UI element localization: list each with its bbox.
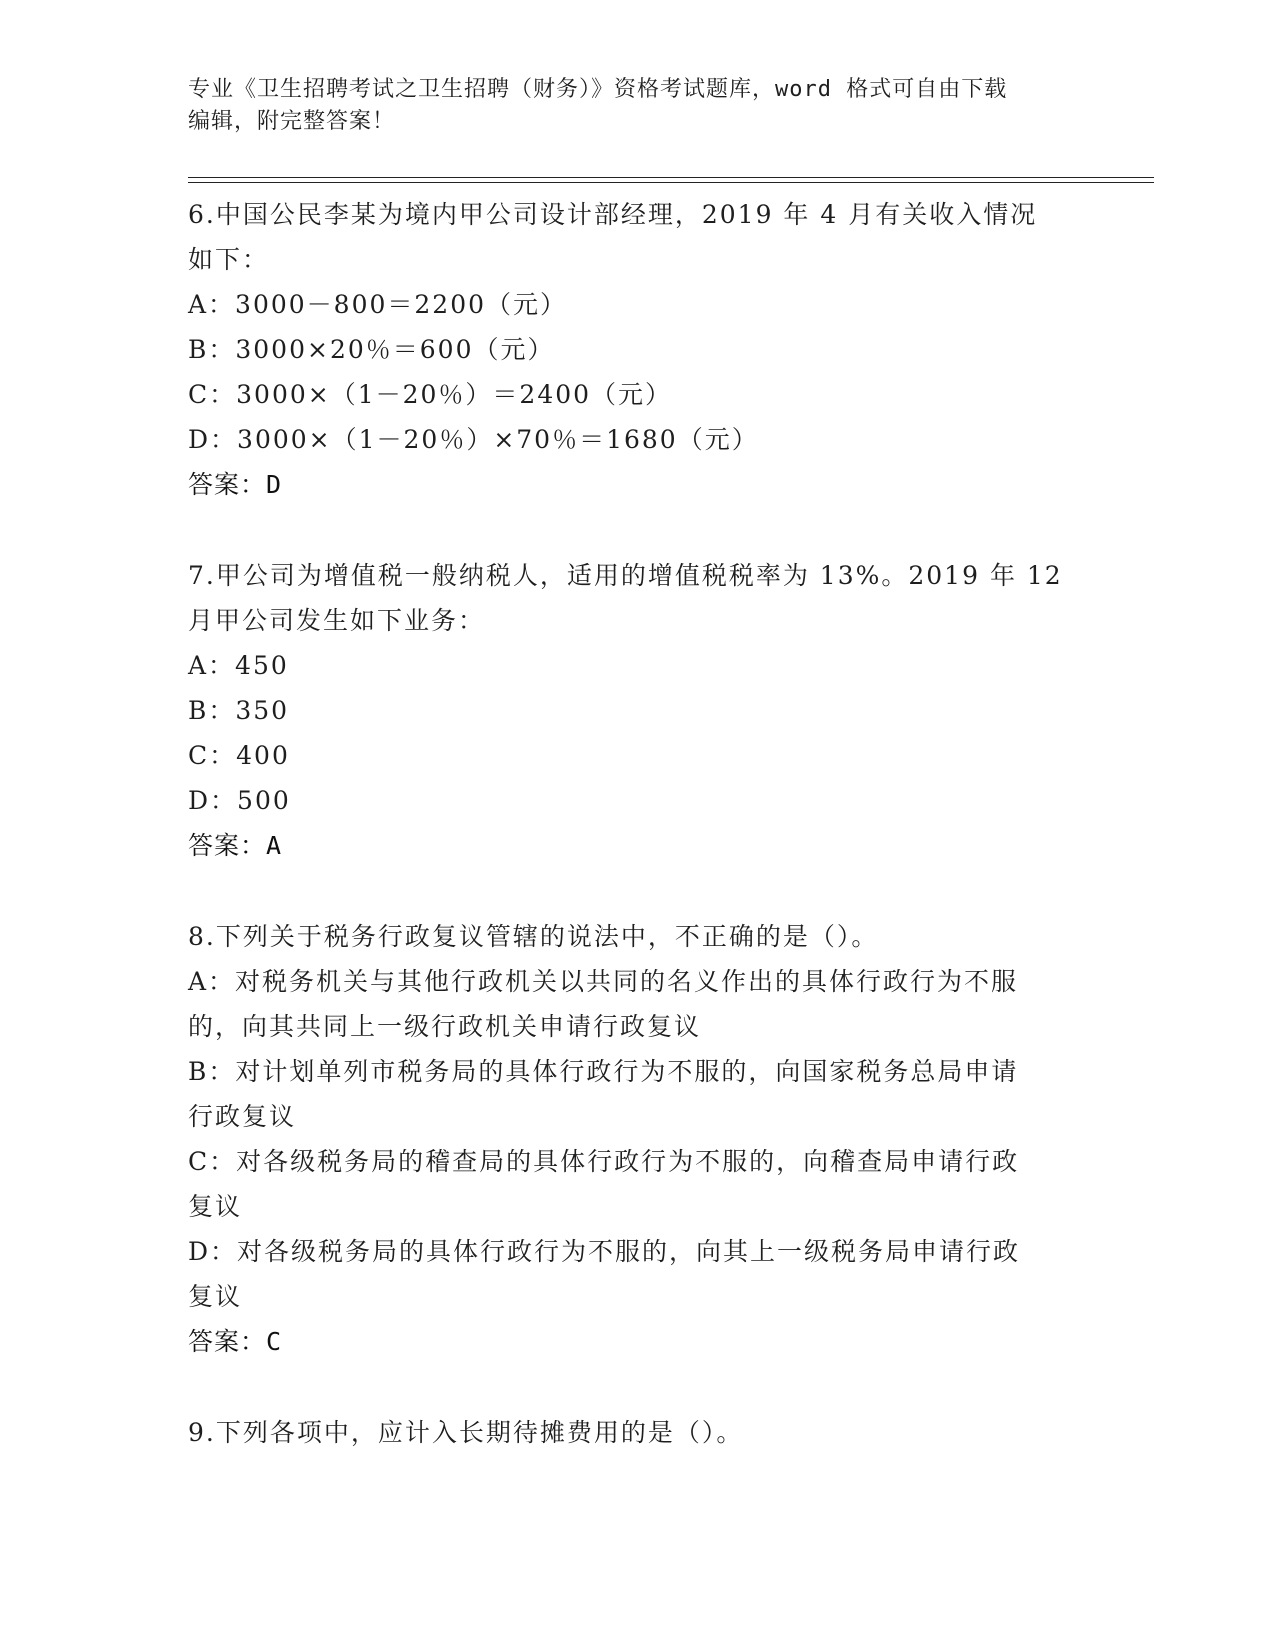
spacer (188, 868, 1088, 914)
header-divider-top (188, 177, 1154, 178)
option-c-cont: 复议 (188, 1192, 243, 1221)
question-7 (188, 553, 1088, 868)
spacer (188, 1364, 1088, 1410)
option-a-cont: 的，向其共同上一级行政机关申请行政复议 (188, 1012, 702, 1041)
document-header (188, 74, 1068, 138)
question-stem-cont: 如下： (188, 245, 270, 274)
option-b: B：350 (188, 696, 290, 725)
option-d-cont: 复议 (188, 1282, 243, 1311)
option-a: A：450 (188, 651, 289, 680)
question-stem: 9.下列各项中，应计入长期待摊费用的是（）。 (188, 1418, 744, 1447)
option-c: C：对各级税务局的稽查局的具体行政行为不服的，向稽查局申请行政 (188, 1147, 1020, 1176)
answer-label: 答案：A (188, 831, 283, 860)
spacer (188, 507, 1088, 553)
option-b: B：对计划单列市税务局的具体行政行为不服的，向国家税务总局申请 (188, 1057, 1019, 1086)
question-8 (188, 914, 1088, 1364)
header-line-2: 编辑，附完整答案！ (188, 109, 396, 134)
question-list (188, 192, 1088, 1455)
question-6 (188, 192, 1088, 507)
option-c: C：3000×（1－20％）＝2400（元） (188, 380, 673, 409)
option-d: D：对各级税务局的具体行政行为不服的，向其上一级税务局申请行政 (188, 1237, 1021, 1266)
question-stem: 7.甲公司为增值税一般纳税人，适用的增值税税率为 13%。2019 年 12 (188, 561, 1063, 590)
answer-label: 答案：C (188, 1327, 283, 1356)
option-b: B：3000×20％＝600（元） (188, 335, 555, 364)
answer-label: 答案：D (188, 470, 283, 499)
option-a: A：3000－800＝2200（元） (188, 290, 568, 319)
question-stem: 6.中国公民李某为境内甲公司设计部经理，2019 年 4 月有关收入情况 (188, 200, 1038, 229)
header-divider-bottom (188, 182, 1154, 183)
question-stem: 8.下列关于税务行政复议管辖的说法中，不正确的是（）。 (188, 922, 879, 951)
option-d: D：3000×（1－20％）×70％＝1680（元） (188, 425, 759, 454)
header-line-1: 专业《卫生招聘考试之卫生招聘（财务）》资格考试题库，word 格式可自由下载 (188, 77, 1008, 102)
option-c: C：400 (188, 741, 290, 770)
question-stem-cont: 月甲公司发生如下业务： (188, 606, 486, 635)
option-b-cont: 行政复议 (188, 1102, 297, 1131)
option-d: D：500 (188, 786, 291, 815)
question-9 (188, 1410, 1088, 1455)
option-a: A：对税务机关与其他行政机关以共同的名义作出的具体行政行为不服 (188, 967, 1019, 996)
